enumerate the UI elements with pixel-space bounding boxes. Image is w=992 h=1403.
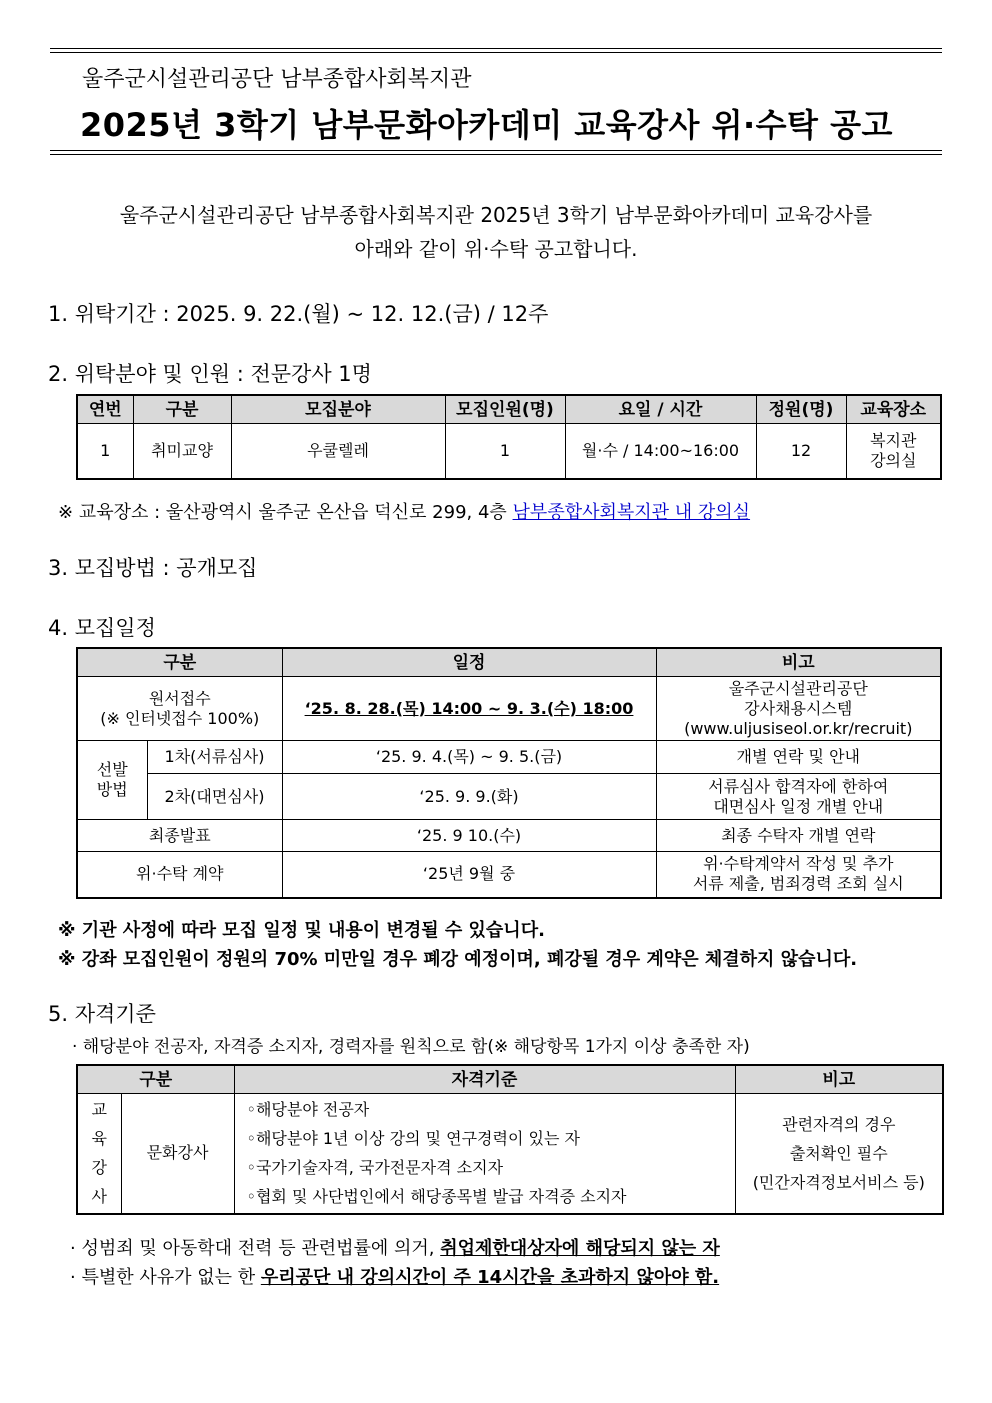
table-header-row (77, 1065, 943, 1094)
selection-label-line: 방법 (96, 780, 128, 799)
place-line: 강의실 (870, 450, 917, 470)
table-header-row (77, 648, 941, 677)
schedule-table (76, 647, 942, 899)
stage2-note-line: 서류심사 합격자에 한하여 (708, 776, 889, 796)
header-top-rule-1 (50, 48, 942, 49)
stage2-note (656, 774, 941, 820)
place-link[interactable]: 남부종합사회복지관 내 강의실 (512, 502, 751, 523)
place-note (58, 498, 750, 524)
cell-category: 취미교양 (133, 424, 231, 479)
header-bottom-rule-1 (50, 150, 942, 151)
qualification-note-line: 출처확인 필수 (789, 1143, 888, 1163)
requirement-1-emphasis: 취업제한대상자에 해당되지 않는 자 (440, 1238, 720, 1259)
row-type: 문화강사 (121, 1094, 234, 1214)
apply-note (656, 677, 941, 741)
apply-label-line: (※ 인터넷접수 100%) (100, 708, 260, 728)
place-line: 복지관 (870, 430, 917, 450)
criteria-list (234, 1094, 735, 1214)
col-header: 자격기준 (234, 1065, 735, 1094)
page-title: 2025년 3학기 남부문화아카데미 교육강사 위·수탁 공고 (80, 106, 893, 144)
col-header: 구분 (77, 648, 282, 677)
intro-line-1: 울주군시설관리공단 남부종합사회복지관 2025년 3학기 남부문화아카데미 교육강사를 (119, 203, 873, 227)
contract-note (656, 852, 941, 898)
table-row (77, 741, 941, 774)
selection-label-line: 선발 (96, 760, 128, 779)
requirement-1 (70, 1234, 720, 1260)
table-row (77, 852, 941, 898)
requirement-2-text: · 특별한 사유가 없는 한 (70, 1267, 261, 1288)
stage1-date: ‘25. 9. 4.(목) ~ 9. 5.(금) (282, 741, 656, 774)
contract-label: 위·수탁 계약 (77, 852, 282, 898)
cell-field: 우쿨렐레 (231, 424, 445, 479)
stage1-label: 1차(서류심사) (147, 741, 282, 774)
cell-schedule: 월·수 / 14:00~16:00 (565, 424, 756, 479)
qualification-note (735, 1094, 943, 1214)
cell-place (846, 424, 941, 479)
apply-note-line: 울주군시설관리공단 (728, 678, 868, 698)
criteria-item: ◦해당분야 전공자 (246, 1100, 370, 1120)
row-label-char: 강 (91, 1158, 107, 1178)
col-header: 비고 (656, 648, 941, 677)
header-top-rule-2 (50, 52, 942, 53)
intro-line-2: 아래와 같이 위·수탁 공고합니다. (354, 237, 638, 261)
section-5-heading: 5. 자격기준 (48, 1002, 156, 1026)
notice-1: ※ 기관 사정에 따라 모집 일정 및 내용이 변경될 수 있습니다. (58, 920, 545, 941)
requirement-2 (70, 1263, 719, 1289)
col-header: 모집인원(명) (445, 395, 565, 424)
qualification-principle: · 해당분야 전공자, 자격증 소지자, 경력자를 원칙으로 함(※ 해당항목 1가지 이상 충족한 자) (72, 1037, 750, 1057)
apply-note-line: 강사채용시스템 (744, 698, 853, 718)
header-bottom-rule-2 (50, 154, 942, 155)
qualification-table (76, 1064, 944, 1215)
table-row (77, 677, 941, 741)
criteria-item: ◦해당분야 1년 이상 강의 및 연구경력이 있는 자 (246, 1129, 580, 1149)
row-label-vertical (77, 1094, 121, 1214)
selection-label (77, 741, 147, 820)
table-row (77, 820, 941, 852)
row-label-char: 육 (91, 1129, 107, 1149)
apply-label (77, 677, 282, 741)
col-header: 교육장소 (846, 395, 941, 424)
section-3-method: 3. 모집방법 : 공개모집 (48, 556, 258, 580)
section-2-heading: 2. 위탁분야 및 인원 : 전문강사 1명 (48, 362, 372, 386)
apply-note-line: (www.uljusiseol.or.kr/recruit) (684, 718, 913, 738)
apply-date (282, 677, 656, 741)
criteria-item: ◦협회 및 사단법인에서 해당종목별 발급 자격증 소지자 (246, 1187, 627, 1207)
cell-count: 1 (445, 424, 565, 479)
col-header: 구분 (77, 1065, 234, 1094)
final-label: 최종발표 (77, 820, 282, 852)
contract-date: ‘25년 9월 중 (282, 852, 656, 898)
cell-capacity: 12 (756, 424, 846, 479)
table-header-row (77, 395, 941, 424)
apply-date-text: ‘25. 8. 28.(목) 14:00 ~ 9. 3.(수) 18:00 (304, 698, 634, 718)
notice-2: ※ 강좌 모집인원이 정원의 70% 미만일 경우 폐강 예정이며, 폐강될 경우 계약은 체결하지 않습니다. (58, 949, 858, 970)
col-header: 연번 (77, 395, 133, 424)
recruit-field-table (76, 394, 942, 480)
table-row (77, 1094, 943, 1214)
place-note-text: ※ 교육장소 : 울산광역시 울주군 온산읍 덕신로 299, 4층 (58, 502, 513, 523)
requirement-1-text: · 성범죄 및 아동학대 전력 등 관련법률에 의거, (70, 1238, 441, 1259)
table-row (77, 774, 941, 820)
org-name: 울주군시설관리공단 남부종합사회복지관 (82, 67, 472, 92)
criteria-item: ◦국가기술자격, 국가전문자격 소지자 (246, 1158, 504, 1178)
col-header: 구분 (133, 395, 231, 424)
contract-note-line: 위·수탁계약서 작성 및 추가 (703, 854, 894, 874)
stage2-label: 2차(대면심사) (147, 774, 282, 820)
cell-no: 1 (77, 424, 133, 479)
stage2-note-line: 대면심사 일정 개별 안내 (713, 796, 884, 816)
col-header: 비고 (735, 1065, 943, 1094)
contract-note-line: 서류 제출, 범죄경력 조회 실시 (692, 874, 904, 894)
qualification-note-line: (민간자격정보서비스 등) (752, 1172, 925, 1192)
section-1-period: 1. 위탁기간 : 2025. 9. 22.(월) ~ 12. 12.(금) / 12주 (48, 302, 549, 326)
col-header: 정원(명) (756, 395, 846, 424)
row-label-char: 교 (91, 1100, 107, 1120)
col-header: 일정 (282, 648, 656, 677)
qualification-note-line: 관련자격의 경우 (782, 1114, 896, 1134)
stage1-note: 개별 연락 및 안내 (656, 741, 941, 774)
requirement-2-emphasis: 우리공단 내 강의시간이 주 14시간을 초과하지 않아야 함. (260, 1267, 720, 1288)
apply-label-line: 원서접수 (148, 688, 211, 708)
final-note: 최종 수탁자 개별 연락 (656, 820, 941, 852)
row-label-char: 사 (91, 1187, 107, 1207)
stage2-date: ‘25. 9. 9.(화) (282, 774, 656, 820)
col-header: 요일 / 시간 (565, 395, 756, 424)
col-header: 모집분야 (231, 395, 445, 424)
section-4-heading: 4. 모집일정 (48, 616, 156, 640)
intro-paragraph (50, 198, 942, 266)
final-date: ‘25. 9 10.(수) (282, 820, 656, 852)
table-row (77, 424, 941, 479)
